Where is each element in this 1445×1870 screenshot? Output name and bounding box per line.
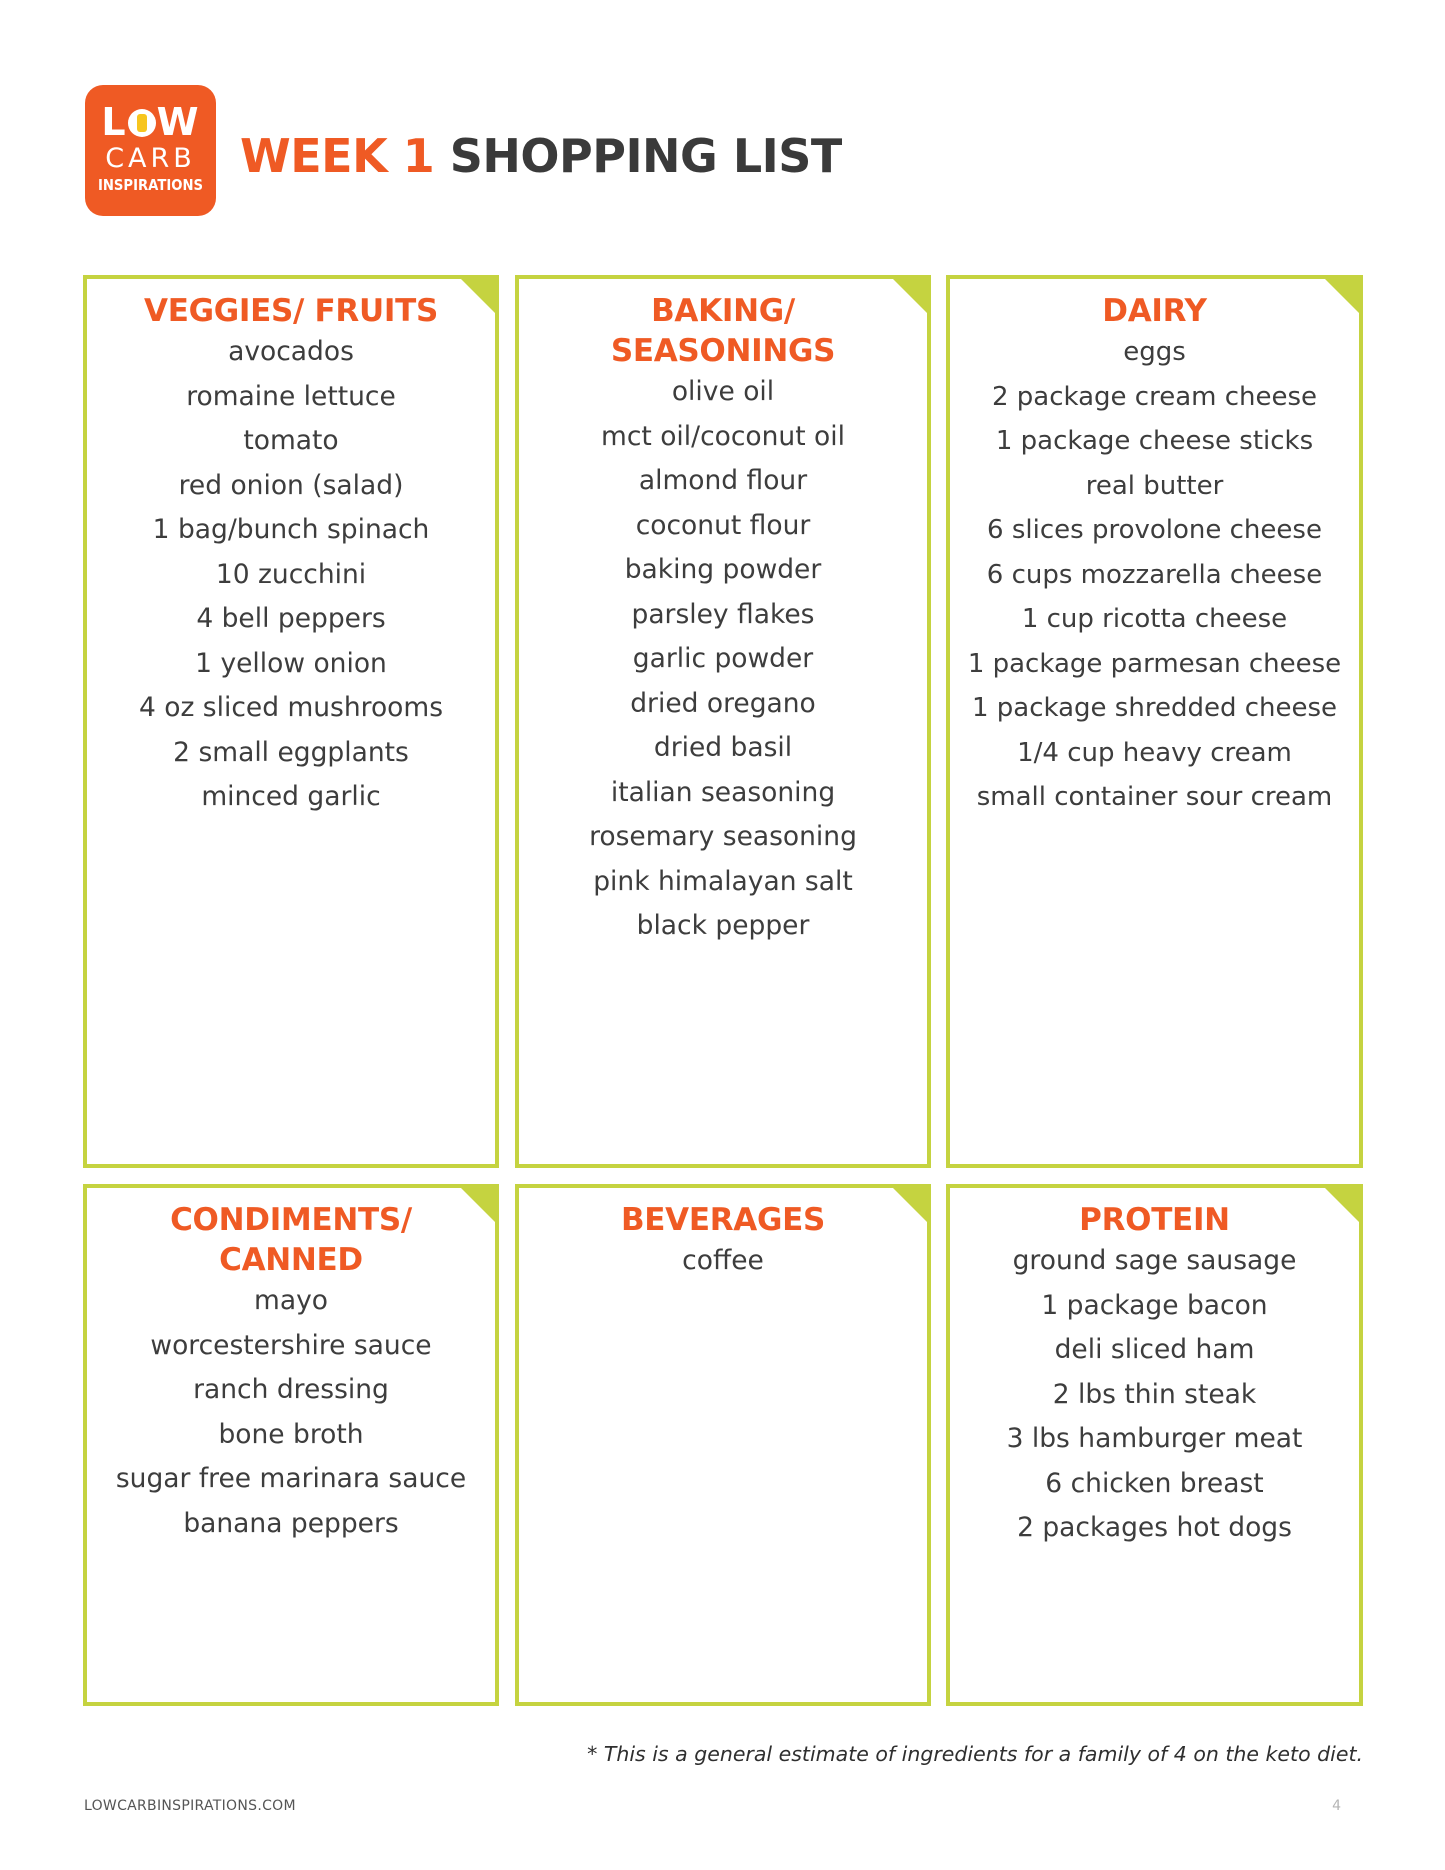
page-title xyxy=(240,126,842,186)
logo-line-carb: CARB xyxy=(105,143,196,174)
list-item: 1 cup ricotta cheese xyxy=(1021,604,1288,634)
list-item: deli sliced ham xyxy=(1054,1334,1255,1365)
list-item: 4 oz sliced mushrooms xyxy=(138,692,444,723)
item-list xyxy=(87,335,495,814)
list-item: 1 package parmesan cheese xyxy=(967,648,1342,679)
logo-line-inspirations: INSPIRATIONS xyxy=(97,176,204,194)
list-item: red onion (salad) xyxy=(178,469,404,501)
list-item: 1 yellow onion xyxy=(195,647,387,679)
list-item: italian seasoning xyxy=(610,776,836,808)
list-item: eggs xyxy=(1123,337,1186,367)
list-item: garlic powder xyxy=(632,643,814,674)
card-title: VEGGIES/ FRUITS xyxy=(144,293,438,329)
list-item: rosemary seasoning xyxy=(589,821,857,852)
list-item: worcestershire sauce xyxy=(150,1329,432,1361)
item-list xyxy=(519,375,927,943)
list-item: tomato xyxy=(243,425,339,456)
list-item: almond flour xyxy=(638,465,808,496)
list-item: ranch dressing xyxy=(193,1374,389,1405)
list-item: sugar free marinara sauce xyxy=(115,1463,467,1494)
list-item: 1/4 cup heavy cream xyxy=(1017,737,1292,768)
card-baking-seasonings xyxy=(515,275,931,1168)
list-item: olive oil xyxy=(671,376,775,407)
list-item: 1 bag/bunch spinach xyxy=(152,514,430,545)
item-list xyxy=(950,1244,1359,1545)
logo-line-low: L W xyxy=(101,100,200,144)
page-number: 4 xyxy=(1332,1798,1341,1814)
brand-logo xyxy=(85,85,216,216)
list-item: 1 package cheese sticks xyxy=(995,426,1314,456)
page-title-week: WEEK 1 xyxy=(240,129,435,183)
list-item: 1 package bacon xyxy=(1041,1289,1268,1321)
card-corner-fold xyxy=(1324,278,1360,314)
list-item: 2 lbs thin steak xyxy=(1052,1378,1257,1410)
list-item: banana peppers xyxy=(183,1507,399,1539)
card-corner-fold xyxy=(460,278,496,314)
list-item: mayo xyxy=(254,1285,328,1316)
card-corner-fold xyxy=(460,1187,496,1223)
card-protein xyxy=(946,1184,1363,1706)
logo-o-icon xyxy=(128,109,156,137)
item-list xyxy=(87,1284,495,1541)
list-item: 6 chicken breast xyxy=(1045,1467,1264,1499)
list-item: avocados xyxy=(228,336,354,367)
list-item: 10 zucchini xyxy=(215,558,367,590)
list-item: 2 packages hot dogs xyxy=(1017,1512,1292,1543)
list-item: black pepper xyxy=(636,910,810,941)
list-item: 6 slices provolone cheese xyxy=(987,515,1322,545)
card-condiments-canned xyxy=(83,1184,499,1706)
card-veggies-fruits xyxy=(83,275,499,1168)
list-item: ground sage sausage xyxy=(1012,1245,1297,1276)
list-item: romaine lettuce xyxy=(186,380,396,412)
list-item: 4 bell peppers xyxy=(196,603,386,634)
list-item: parsley flakes xyxy=(631,598,815,630)
card-title: DAIRY xyxy=(1102,293,1207,329)
card-corner-fold xyxy=(892,1187,928,1223)
card-title: CONDIMENTS/ CANNED xyxy=(170,1202,412,1278)
list-item: coconut flour xyxy=(635,509,811,541)
list-item: baking powder xyxy=(624,554,822,585)
list-item: real butter xyxy=(1085,470,1224,501)
item-list xyxy=(519,1244,927,1278)
list-item: minced garlic xyxy=(201,781,381,812)
list-item: dried oregano xyxy=(630,687,816,719)
list-item: coffee xyxy=(682,1245,764,1276)
list-item: 3 lbs hamburger meat xyxy=(1006,1423,1303,1454)
card-title: BEVERAGES xyxy=(620,1202,826,1238)
list-item: pink himalayan salt xyxy=(593,865,853,897)
list-item: 2 small eggplants xyxy=(173,736,409,768)
card-title: PROTEIN xyxy=(1079,1202,1230,1238)
item-list xyxy=(950,335,1359,814)
list-item: 2 package cream cheese xyxy=(991,381,1318,412)
card-beverages xyxy=(515,1184,931,1706)
footnote: * This is a general estimate of ingredients for a family of 4 on the keto diet. xyxy=(587,1742,1363,1766)
list-item: mct oil/coconut oil xyxy=(601,420,845,452)
list-item: bone broth xyxy=(218,1418,364,1450)
footer-site-link[interactable]: LOWCARBINSPIRATIONS.COM xyxy=(84,1798,296,1814)
list-item: 6 cups mozzarella cheese xyxy=(986,559,1323,590)
card-title: BAKING/ SEASONINGS xyxy=(610,293,836,369)
card-corner-fold xyxy=(1324,1187,1360,1223)
card-corner-fold xyxy=(892,278,928,314)
page-title-text: SHOPPING LIST xyxy=(449,129,842,183)
list-item: 1 package shredded cheese xyxy=(971,693,1338,723)
list-item: small container sour cream xyxy=(976,782,1333,812)
list-item: dried basil xyxy=(653,732,793,763)
card-dairy xyxy=(946,275,1363,1168)
